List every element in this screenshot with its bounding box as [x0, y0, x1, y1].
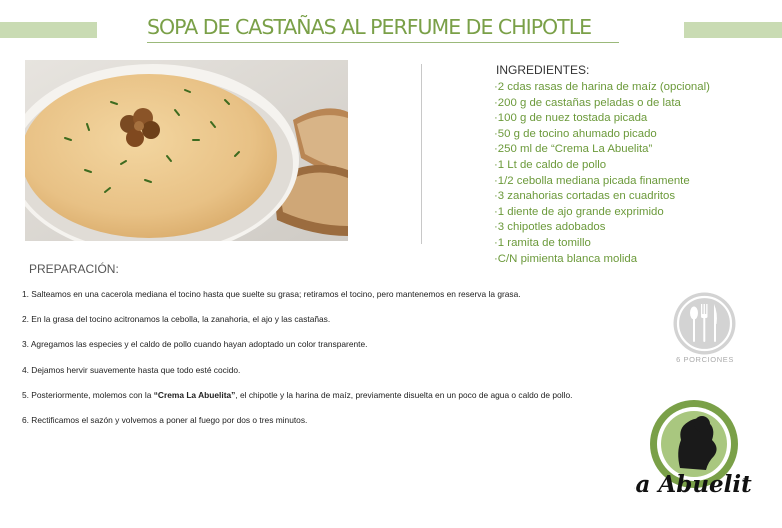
la-abuelita-logo	[634, 398, 752, 510]
preparation-step	[22, 389, 582, 401]
ingredient-item: ·2 cdas rasas de harina de maíz (opcional)	[494, 81, 710, 93]
step-text: , el chipotle y la harina de maíz, previamente disuelta en un poco de agua o caldo de pollo.	[235, 389, 573, 400]
title-underline	[147, 42, 619, 43]
column-divider	[421, 64, 422, 244]
header-accent-bar-right	[684, 22, 782, 38]
ingredient-item: ·250 ml de “Crema La Abuelita”	[494, 143, 653, 156]
preparation-steps	[22, 288, 582, 439]
ingredient-item: ·3 chipotles adobados	[494, 221, 606, 234]
svg-text:La Abuelita: a Abuelit	[635, 471, 752, 498]
recipe-title: SOPA DE CASTAÑAS AL PERFUME DE CHIPOTLE	[147, 15, 592, 39]
header-accent-bar-left	[0, 22, 97, 38]
ingredient-item: ·1 diente de ajo grande exprimido	[494, 205, 664, 218]
preparation-step: 1. Salteamos en una cacerola mediana el tocino hasta que suelte su grasa; retiramos el tocino, pero mantenemos en reserva la grasa.	[22, 289, 521, 299]
preparation-step: 4. Dejamos hervir suavemente hasta que todo esté cocido.	[22, 364, 241, 375]
ingredient-item: ·1 ramita de tomillo	[494, 236, 591, 249]
plate-cutlery-icon	[672, 291, 737, 356]
preparation-step: 6. Rectificamos el sazón y volvemos a poner al fuego por dos o tres minutos.	[22, 414, 308, 425]
ingredients-list	[494, 80, 710, 267]
ingredients-heading: INGREDIENTES:	[496, 63, 590, 77]
preparation-step: 2. En la grasa del tocino acitronamos la cebolla, la zanahoria, el ajo y las castañas.	[22, 314, 331, 325]
step-text: 5. Posteriormente, molemos con la	[22, 389, 154, 400]
preparation-step: 3. Agregamos las especies y el caldo de pollo cuando hayan adoptado un color transparente.	[22, 339, 368, 350]
brand-product-name: “Crema La Abuelita”	[153, 389, 236, 400]
ingredient-item: ·200 g de castañas peladas o de lata	[494, 96, 681, 109]
ingredient-item: ·50 g de tocino ahumado picado	[494, 127, 657, 140]
ingredient-item: ·1/2 cebolla mediana picada finamente	[494, 174, 690, 187]
svg-text:®: ®	[742, 478, 747, 484]
ingredient-item: ·1 Lt de caldo de pollo	[494, 158, 607, 171]
ingredient-item: ·100 g de nuez tostada picada	[494, 112, 648, 125]
portions-label: 6 PORCIONES	[676, 355, 734, 364]
preparation-heading: PREPARACIÓN:	[29, 262, 119, 276]
ingredient-item: ·C/N pimienta blanca molida	[494, 252, 638, 265]
soup-photo	[25, 60, 348, 241]
ingredient-item: ·3 zanahorias cortadas en cuadritos	[494, 190, 676, 203]
